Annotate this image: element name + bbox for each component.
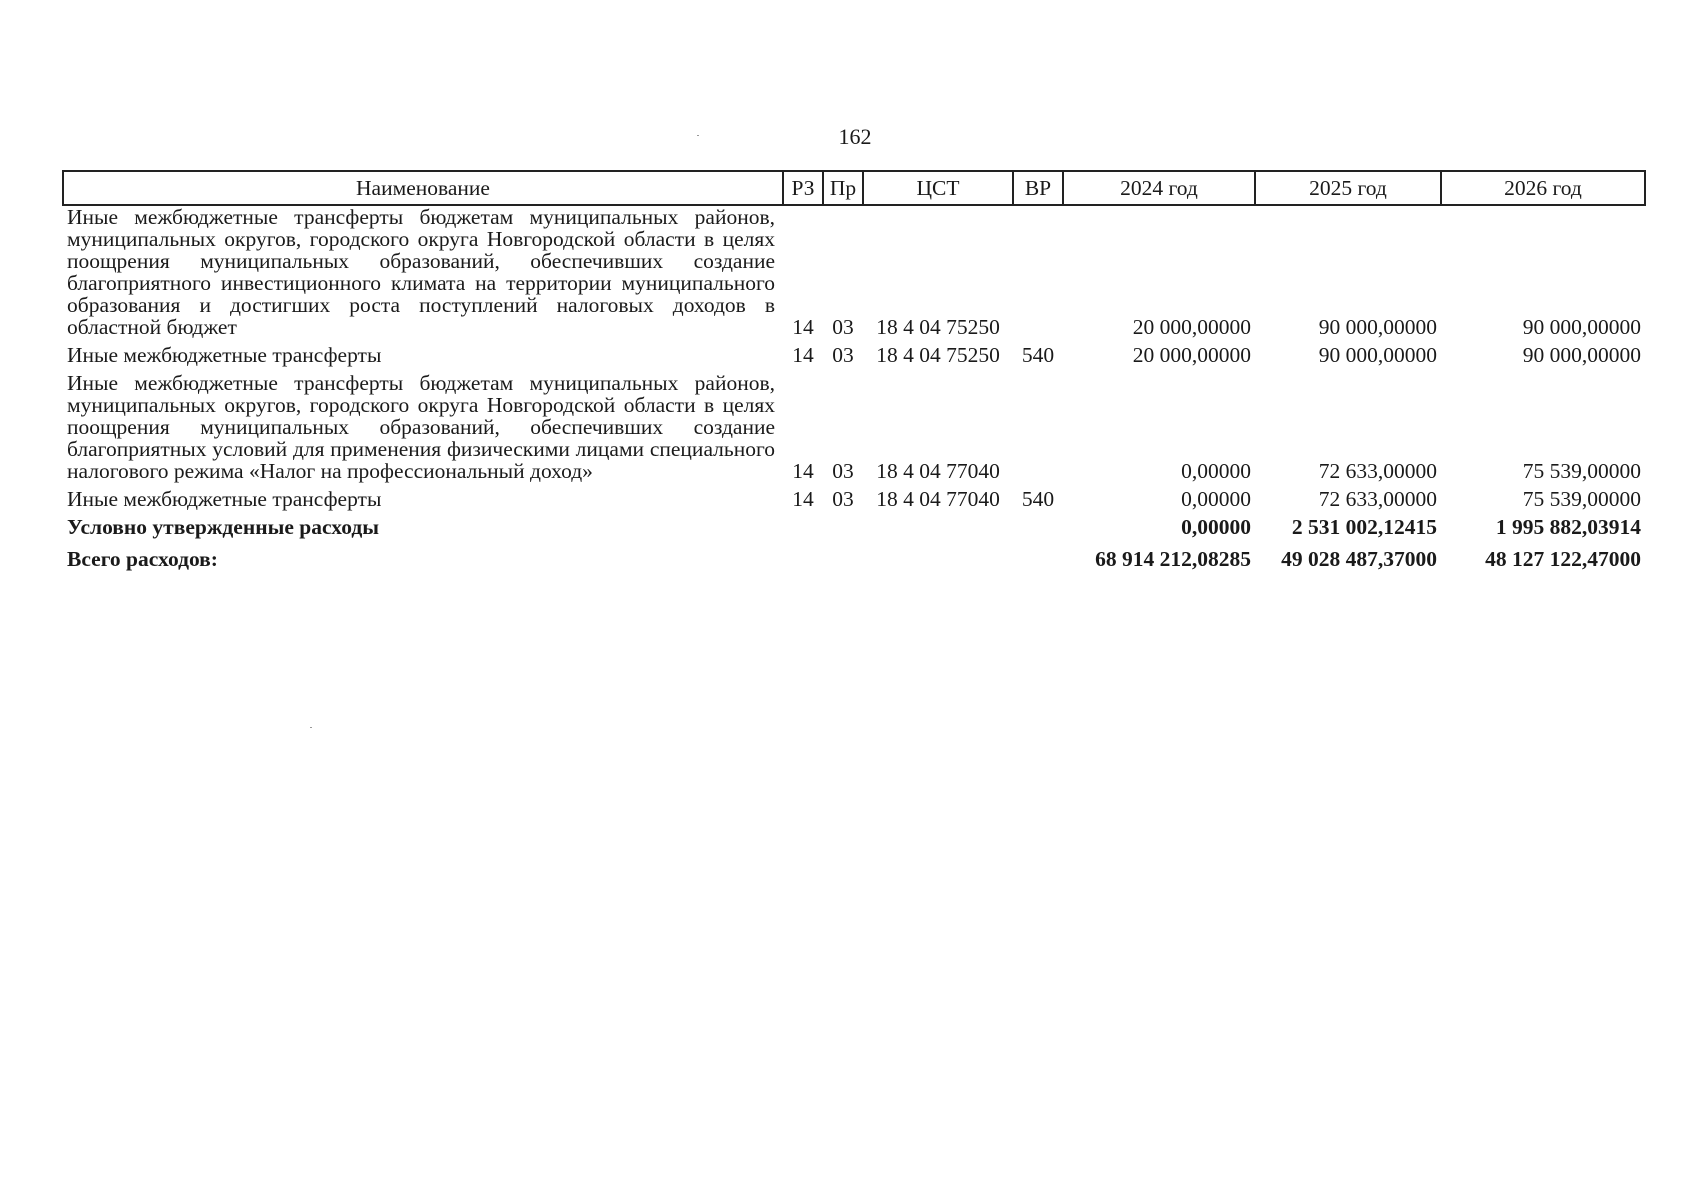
row-cst: 18 4 04 77040	[876, 459, 1000, 483]
table-row-total	[63, 538, 1645, 570]
row-pr: 03	[832, 315, 854, 339]
row-2026: 90 000,00000	[1522, 343, 1641, 367]
row-2024: 20 000,00000	[1132, 315, 1251, 339]
row-2024: 0,00000	[1181, 459, 1251, 483]
row-cst	[863, 510, 1013, 538]
row-2025: 90 000,00000	[1318, 315, 1437, 339]
row-cst	[863, 538, 1013, 570]
header-2025: 2025 год	[1255, 171, 1441, 205]
row-2024: 0,00000	[1181, 515, 1251, 539]
budget-table	[62, 170, 1646, 570]
scan-speck	[310, 727, 312, 728]
table-row	[63, 482, 1645, 510]
row-rz: 14	[792, 343, 814, 367]
row-2025: 90 000,00000	[1318, 343, 1437, 367]
row-2026: 1 995 882,03914	[1495, 515, 1641, 539]
row-cst: 18 4 04 75250	[876, 315, 1000, 339]
row-cst: 18 4 04 77040	[876, 487, 1000, 511]
row-vr	[1013, 510, 1063, 538]
header-rz: РЗ	[783, 171, 823, 205]
row-vr	[1013, 205, 1063, 338]
row-vr	[1013, 366, 1063, 482]
header-vr: ВР	[1013, 171, 1063, 205]
row-2024: 20 000,00000	[1132, 343, 1251, 367]
table-header-row	[63, 171, 1645, 205]
header-name: Наименование	[63, 171, 783, 205]
table-row	[63, 366, 1645, 482]
row-2026: 48 127 122,47000	[1485, 547, 1641, 571]
scan-speck	[697, 135, 699, 136]
table-row-conditional-expenses	[63, 510, 1645, 538]
row-2026: 90 000,00000	[1522, 315, 1641, 339]
row-vr: 540	[1021, 343, 1055, 367]
budget-table-container	[62, 170, 1644, 570]
row-name: Иные межбюджетные трансферты бюджетам муниципальных районов, муниципальных округов, городского округа Новгородской области в целях поощрения муниципальных образований, обеспечивших создание благоприятного инвестиционного климата на территории муниципального образования и достигших роста поступлений налоговых доходов в областной бюджет	[67, 205, 775, 339]
row-2025: 72 633,00000	[1318, 459, 1437, 483]
row-rz: 14	[792, 315, 814, 339]
row-name: Всего расходов:	[67, 547, 218, 571]
row-pr: 03	[832, 343, 854, 367]
row-pr: 03	[832, 487, 854, 511]
table-row	[63, 338, 1645, 366]
row-name: Условно утвержденные расходы	[67, 515, 380, 539]
row-name: Иные межбюджетные трансферты	[67, 487, 382, 511]
row-name: Иные межбюджетные трансферты бюджетам муниципальных районов, муниципальных округов, городского округа Новгородской области в целях поощрения муниципальных образований, обеспечивших создание благоприятных условий для применения физическими лицами специального налогового режима «Налог на профессиональный доход»	[67, 371, 775, 483]
row-vr: 540	[1021, 487, 1055, 511]
row-rz: 14	[792, 487, 814, 511]
row-pr	[823, 538, 863, 570]
header-pr: Пр	[823, 171, 863, 205]
row-pr: 03	[832, 459, 854, 483]
row-2025: 49 028 487,37000	[1281, 547, 1437, 571]
header-2024: 2024 год	[1063, 171, 1255, 205]
row-pr	[823, 510, 863, 538]
row-2025: 2 531 002,12415	[1291, 515, 1437, 539]
row-rz	[783, 510, 823, 538]
row-name: Иные межбюджетные трансферты	[67, 343, 382, 367]
row-vr	[1013, 538, 1063, 570]
row-2024: 0,00000	[1181, 487, 1251, 511]
row-2026: 75 539,00000	[1522, 487, 1641, 511]
header-2026: 2026 год	[1441, 171, 1645, 205]
table-row	[63, 205, 1645, 338]
row-rz	[783, 538, 823, 570]
row-2025: 72 633,00000	[1318, 487, 1437, 511]
page-number: 162	[838, 124, 872, 149]
row-2026: 75 539,00000	[1522, 459, 1641, 483]
row-2024: 68 914 212,08285	[1095, 547, 1251, 571]
header-cst: ЦСТ	[863, 171, 1013, 205]
row-rz: 14	[792, 459, 814, 483]
row-cst: 18 4 04 75250	[876, 343, 1000, 367]
